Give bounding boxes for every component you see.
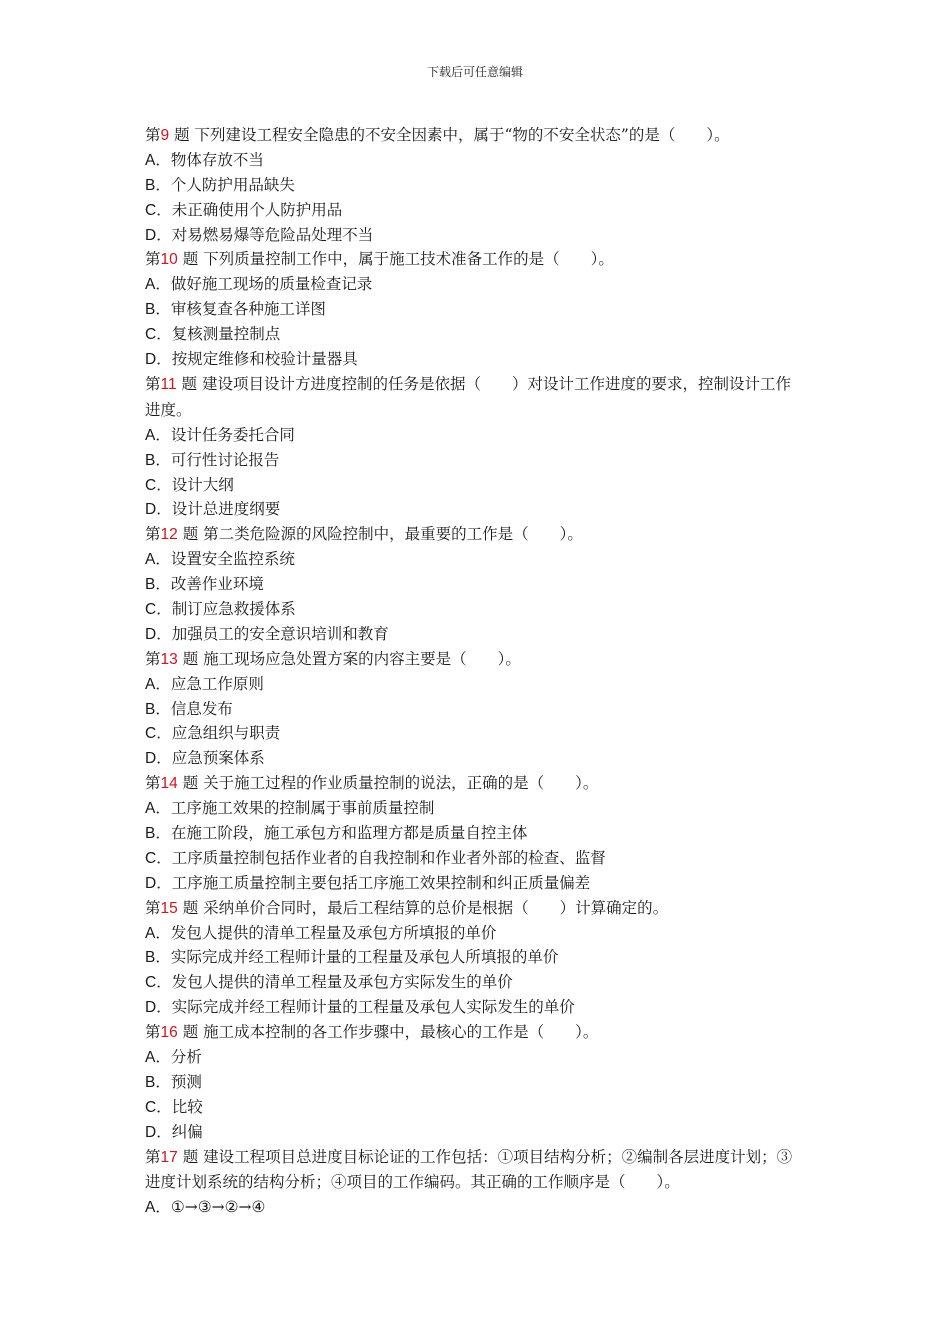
question-13-stem xyxy=(145,647,797,672)
question-11-stem xyxy=(145,372,797,423)
option-letter: D． xyxy=(145,226,172,244)
option-letter: A． xyxy=(145,276,171,294)
option-text: 对易燃易爆等危险品处理不当 xyxy=(171,225,374,244)
option-13-d xyxy=(145,746,797,771)
question-text: 题 施工成本控制的各工作步骤中，最核心的工作是（ ）。 xyxy=(182,1023,599,1042)
option-text: 工序施工质量控制主要包括工序施工效果控制和纠正质量偏差 xyxy=(171,873,591,892)
option-letter: D． xyxy=(145,625,172,643)
option-text: 应急组织与职责 xyxy=(171,724,281,743)
question-prefix: 第 xyxy=(145,250,161,269)
question-text: 题 建设项目设计方进度控制的任务是依据（ ）对设计工作进度的要求，控制设计工作进度。 xyxy=(145,374,791,419)
option-letter: B． xyxy=(145,700,171,718)
question-prefix: 第 xyxy=(145,774,161,793)
option-text: 物体存放不当 xyxy=(170,150,264,169)
option-letter: A． xyxy=(145,551,171,569)
option-letter: B． xyxy=(145,824,171,842)
question-text: 题 第二类危险源的风险控制中，最重要的工作是（ ）。 xyxy=(182,525,583,544)
question-list xyxy=(145,123,797,1220)
question-14-stem xyxy=(145,771,797,796)
option-16-b xyxy=(145,1070,797,1095)
option-text: 设计任务委托合同 xyxy=(170,425,295,444)
option-13-b xyxy=(145,697,797,722)
question-prefix: 第 xyxy=(145,525,161,544)
option-text: 发包人提供的清单工程量及承包方实际发生的单价 xyxy=(171,973,513,992)
option-15-a xyxy=(145,921,797,946)
page-header: 下载后可任意编辑 xyxy=(426,65,523,79)
question-number: 14 xyxy=(160,775,178,793)
option-letter: C． xyxy=(145,326,172,344)
question-prefix: 第 xyxy=(145,898,161,917)
option-letter: C． xyxy=(145,725,172,743)
option-text: 按规定维修和校验计量器具 xyxy=(171,350,358,369)
option-11-c xyxy=(145,473,797,498)
question-16-stem xyxy=(145,1020,797,1045)
option-letter: C． xyxy=(145,600,172,618)
option-15-d xyxy=(145,995,797,1020)
option-11-a xyxy=(145,423,797,448)
option-text: 审核复查各种施工详图 xyxy=(170,300,326,319)
option-text: 工序施工效果的控制属于事前质量控制 xyxy=(170,799,435,818)
option-text: 实际完成并经工程师计量的工程量及承包人所填报的单价 xyxy=(170,948,559,967)
question-text: 题 建设工程项目总进度目标论证的工作包括：①项目结构分析；②编制各层进度计划；③进度计划系统的结构分析；④项目的工作编码。其正确的工作顺序是（ ）。 xyxy=(145,1147,793,1192)
option-16-a xyxy=(145,1045,797,1070)
option-9-b xyxy=(145,173,797,198)
option-letter: C． xyxy=(145,849,172,867)
option-letter: C． xyxy=(145,476,172,494)
option-letter: D． xyxy=(145,999,172,1017)
option-letter: B． xyxy=(145,301,171,319)
option-letter: A． xyxy=(145,426,171,444)
option-text: 工序质量控制包括作业者的自我控制和作业者外部的检查、监督 xyxy=(171,848,606,867)
question-number: 9 xyxy=(160,127,170,144)
option-letter: A． xyxy=(145,800,171,818)
option-letter: C． xyxy=(145,201,172,219)
question-text: 题 关于施工过程的作业质量控制的说法，正确的是（ ）。 xyxy=(182,774,599,793)
option-15-c xyxy=(145,970,797,995)
option-17-a xyxy=(145,1195,797,1220)
option-letter: B． xyxy=(145,451,171,469)
question-text: 题 采纳单价合同时，最后工程结算的总价是根据（ ）计算确定的。 xyxy=(182,898,669,917)
option-text: 复核测量控制点 xyxy=(171,325,281,344)
option-14-d xyxy=(145,871,797,896)
question-prefix: 第 xyxy=(145,1147,161,1166)
option-text: 个人防护用品缺失 xyxy=(170,175,295,194)
question-prefix: 第 xyxy=(145,649,161,668)
option-letter: C． xyxy=(145,974,172,992)
option-text: 纠偏 xyxy=(171,1122,203,1141)
option-text: 设计总进度纲要 xyxy=(171,500,281,519)
question-text: 题 下列质量控制工作中，属于施工技术准备工作的是（ ）。 xyxy=(182,250,614,269)
option-text: 应急预案体系 xyxy=(171,749,265,768)
option-letter: D． xyxy=(145,501,172,519)
question-text: 题 下列建设工程安全隐患的不安全因素中，属于“物的不安全状态”的是（ ）。 xyxy=(174,126,730,144)
option-13-c xyxy=(145,721,797,746)
option-16-c xyxy=(145,1095,797,1120)
option-16-d xyxy=(145,1120,797,1145)
question-prefix: 第 xyxy=(145,374,161,393)
option-text: 设计大纲 xyxy=(171,475,234,494)
option-10-c xyxy=(145,322,797,347)
question-prefix: 第 xyxy=(145,126,161,144)
option-12-c xyxy=(145,597,797,622)
option-9-c xyxy=(145,198,797,223)
option-letter: D． xyxy=(145,874,172,892)
option-letter: B． xyxy=(145,949,171,967)
question-number: 17 xyxy=(160,1148,178,1166)
option-text: 改善作业环境 xyxy=(170,575,264,594)
option-14-b xyxy=(145,821,797,846)
option-10-b xyxy=(145,297,797,322)
question-prefix: 第 xyxy=(145,1023,161,1042)
option-13-a xyxy=(145,672,797,697)
option-10-a xyxy=(145,272,797,297)
option-letter: A． xyxy=(145,151,171,169)
option-15-b xyxy=(145,945,797,970)
question-number: 11 xyxy=(160,375,177,393)
option-text: 做好施工现场的质量检查记录 xyxy=(170,275,373,294)
option-text: 未正确使用个人防护用品 xyxy=(171,200,343,219)
option-12-b xyxy=(145,572,797,597)
option-text: 在施工阶段，施工承包方和监理方都是质量自控主体 xyxy=(170,823,528,842)
option-letter: D． xyxy=(145,750,172,768)
option-letter: D． xyxy=(145,1123,172,1141)
option-letter: B． xyxy=(145,576,171,594)
question-number: 10 xyxy=(160,251,178,269)
option-text: 加强员工的安全意识培训和教育 xyxy=(171,624,389,643)
question-10-stem xyxy=(145,247,797,272)
option-text: 应急工作原则 xyxy=(170,674,264,693)
option-text: 分析 xyxy=(170,1047,202,1066)
option-9-d xyxy=(145,223,797,248)
option-14-c xyxy=(145,846,797,871)
question-number: 12 xyxy=(160,526,178,544)
question-number: 16 xyxy=(160,1024,178,1042)
option-11-d xyxy=(145,497,797,522)
question-17-stem xyxy=(145,1145,797,1196)
option-text: ①→③→②→④ xyxy=(170,1198,266,1217)
option-text: 信息发布 xyxy=(170,699,233,718)
option-letter: A． xyxy=(145,675,171,693)
option-text: 可行性讨论报告 xyxy=(170,450,280,469)
option-text: 发包人提供的清单工程量及承包方所填报的单价 xyxy=(170,923,497,942)
question-number: 13 xyxy=(160,650,178,668)
question-number: 15 xyxy=(160,899,178,917)
option-letter: A． xyxy=(145,1048,171,1066)
question-12-stem xyxy=(145,522,797,547)
option-12-a xyxy=(145,547,797,572)
option-text: 设置安全监控系统 xyxy=(170,550,295,569)
option-text: 预测 xyxy=(170,1072,202,1091)
question-9-stem xyxy=(145,123,797,148)
option-text: 比较 xyxy=(171,1097,203,1116)
option-12-d xyxy=(145,622,797,647)
option-text: 制订应急救援体系 xyxy=(171,599,296,618)
option-letter: A． xyxy=(145,1199,171,1217)
option-letter: D． xyxy=(145,351,172,369)
option-9-a xyxy=(145,148,797,173)
option-letter: C． xyxy=(145,1098,172,1116)
option-10-d xyxy=(145,347,797,372)
option-letter: B． xyxy=(145,1073,171,1091)
option-11-b xyxy=(145,448,797,473)
question-text: 题 施工现场应急处置方案的内容主要是（ ）。 xyxy=(182,649,521,668)
question-15-stem xyxy=(145,896,797,921)
option-letter: B． xyxy=(145,176,171,194)
option-text: 实际完成并经工程师计量的工程量及承包人实际发生的单价 xyxy=(171,998,575,1017)
option-14-a xyxy=(145,796,797,821)
option-letter: A． xyxy=(145,924,171,942)
